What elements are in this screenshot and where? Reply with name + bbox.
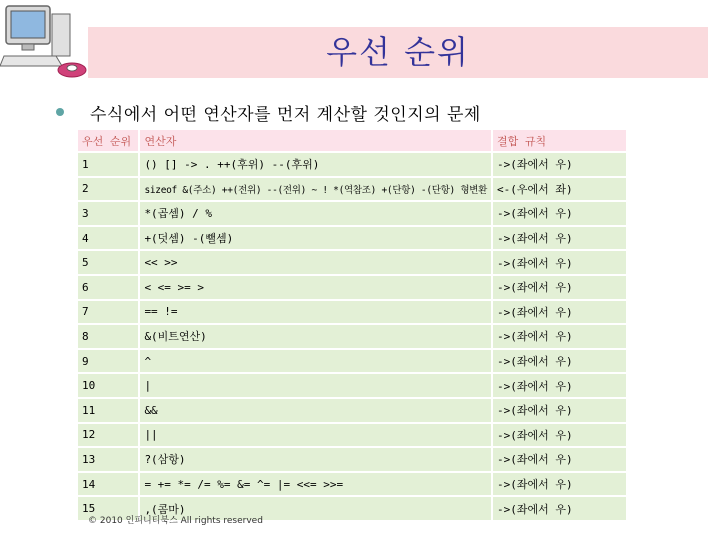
operator-cell: *(곱셈) / %: [138, 202, 491, 227]
precedence-cell: 2: [78, 178, 138, 203]
bullet-dot-icon: [56, 108, 64, 116]
operator-cell: &&: [138, 399, 491, 424]
table-header-row: [78, 130, 626, 153]
operator-cell: &(비트연산): [138, 325, 491, 350]
table-row: [78, 325, 626, 350]
associativity-cell: ->(좌에서 우): [491, 251, 626, 276]
operator-cell: << >>: [138, 251, 491, 276]
associativity-cell: ->(좌에서 우): [491, 497, 626, 522]
associativity-cell: ->(좌에서 우): [491, 448, 626, 473]
associativity-cell: ->(좌에서 우): [491, 350, 626, 375]
header-precedence: 우선 순위: [78, 130, 138, 153]
associativity-cell: ->(좌에서 우): [491, 325, 626, 350]
operator-cell: ?(삼항): [138, 448, 491, 473]
table-row: [78, 424, 626, 449]
table-row: [78, 178, 626, 203]
precedence-cell: 5: [78, 251, 138, 276]
computer-clipart-icon: [0, 0, 92, 88]
associativity-cell: ->(좌에서 우): [491, 399, 626, 424]
header-associativity: 결합 규칙: [491, 130, 626, 153]
precedence-cell: 6: [78, 276, 138, 301]
precedence-cell: 15: [78, 497, 138, 522]
operator-cell: sizeof &(주소) ++(전위) --(전위) ~ ! *(역참조) +(단항) -(단항) 형변환: [138, 178, 491, 203]
copyright-footer: © 2010 인피니티북스 All rights reserved: [88, 516, 263, 526]
table-row: [78, 350, 626, 375]
operator-cell: == !=: [138, 301, 491, 326]
operator-cell: ,(콤마): [138, 497, 491, 522]
table-row: [78, 227, 626, 252]
precedence-cell: 13: [78, 448, 138, 473]
precedence-cell: 11: [78, 399, 138, 424]
associativity-cell: ->(좌에서 우): [491, 276, 626, 301]
table-row: [78, 301, 626, 326]
bullet-text: 수식에서 어떤 연산자를 먼저 계산할 것인지의 문제: [90, 105, 481, 125]
table-row: [78, 473, 626, 498]
page-title: 우선 순위: [326, 33, 470, 71]
associativity-cell: ->(좌에서 우): [491, 202, 626, 227]
associativity-cell: ->(좌에서 우): [491, 473, 626, 498]
precedence-cell: 12: [78, 424, 138, 449]
operator-cell: ^: [138, 350, 491, 375]
associativity-cell: ->(좌에서 우): [491, 424, 626, 449]
associativity-cell: ->(좌에서 우): [491, 374, 626, 399]
precedence-cell: 14: [78, 473, 138, 498]
operator-cell: () [] -> . ++(후위) --(후위): [138, 153, 491, 178]
precedence-cell: 10: [78, 374, 138, 399]
precedence-cell: 3: [78, 202, 138, 227]
precedence-cell: 1: [78, 153, 138, 178]
operator-cell: < <= >= >: [138, 276, 491, 301]
associativity-cell: ->(좌에서 우): [491, 301, 626, 326]
table-row: [78, 153, 626, 178]
precedence-cell: 8: [78, 325, 138, 350]
associativity-cell: <-(우에서 좌): [491, 178, 626, 203]
header-operator: 연산자: [138, 130, 491, 153]
operator-cell: +(덧셈) -(뺄셈): [138, 227, 491, 252]
precedence-cell: 7: [78, 301, 138, 326]
associativity-cell: ->(좌에서 우): [491, 227, 626, 252]
table-row: [78, 448, 626, 473]
table-row: [78, 251, 626, 276]
associativity-cell: ->(좌에서 우): [491, 153, 626, 178]
precedence-cell: 9: [78, 350, 138, 375]
operator-cell: = += *= /= %= &= ^= |= <<= >>=: [138, 473, 491, 498]
precedence-cell: 4: [78, 227, 138, 252]
precedence-table: [78, 130, 626, 522]
table-row: [78, 399, 626, 424]
operator-cell: |: [138, 374, 491, 399]
table-row: [78, 202, 626, 227]
operator-cell: ||: [138, 424, 491, 449]
table-row: [78, 374, 626, 399]
table-row: [78, 276, 626, 301]
